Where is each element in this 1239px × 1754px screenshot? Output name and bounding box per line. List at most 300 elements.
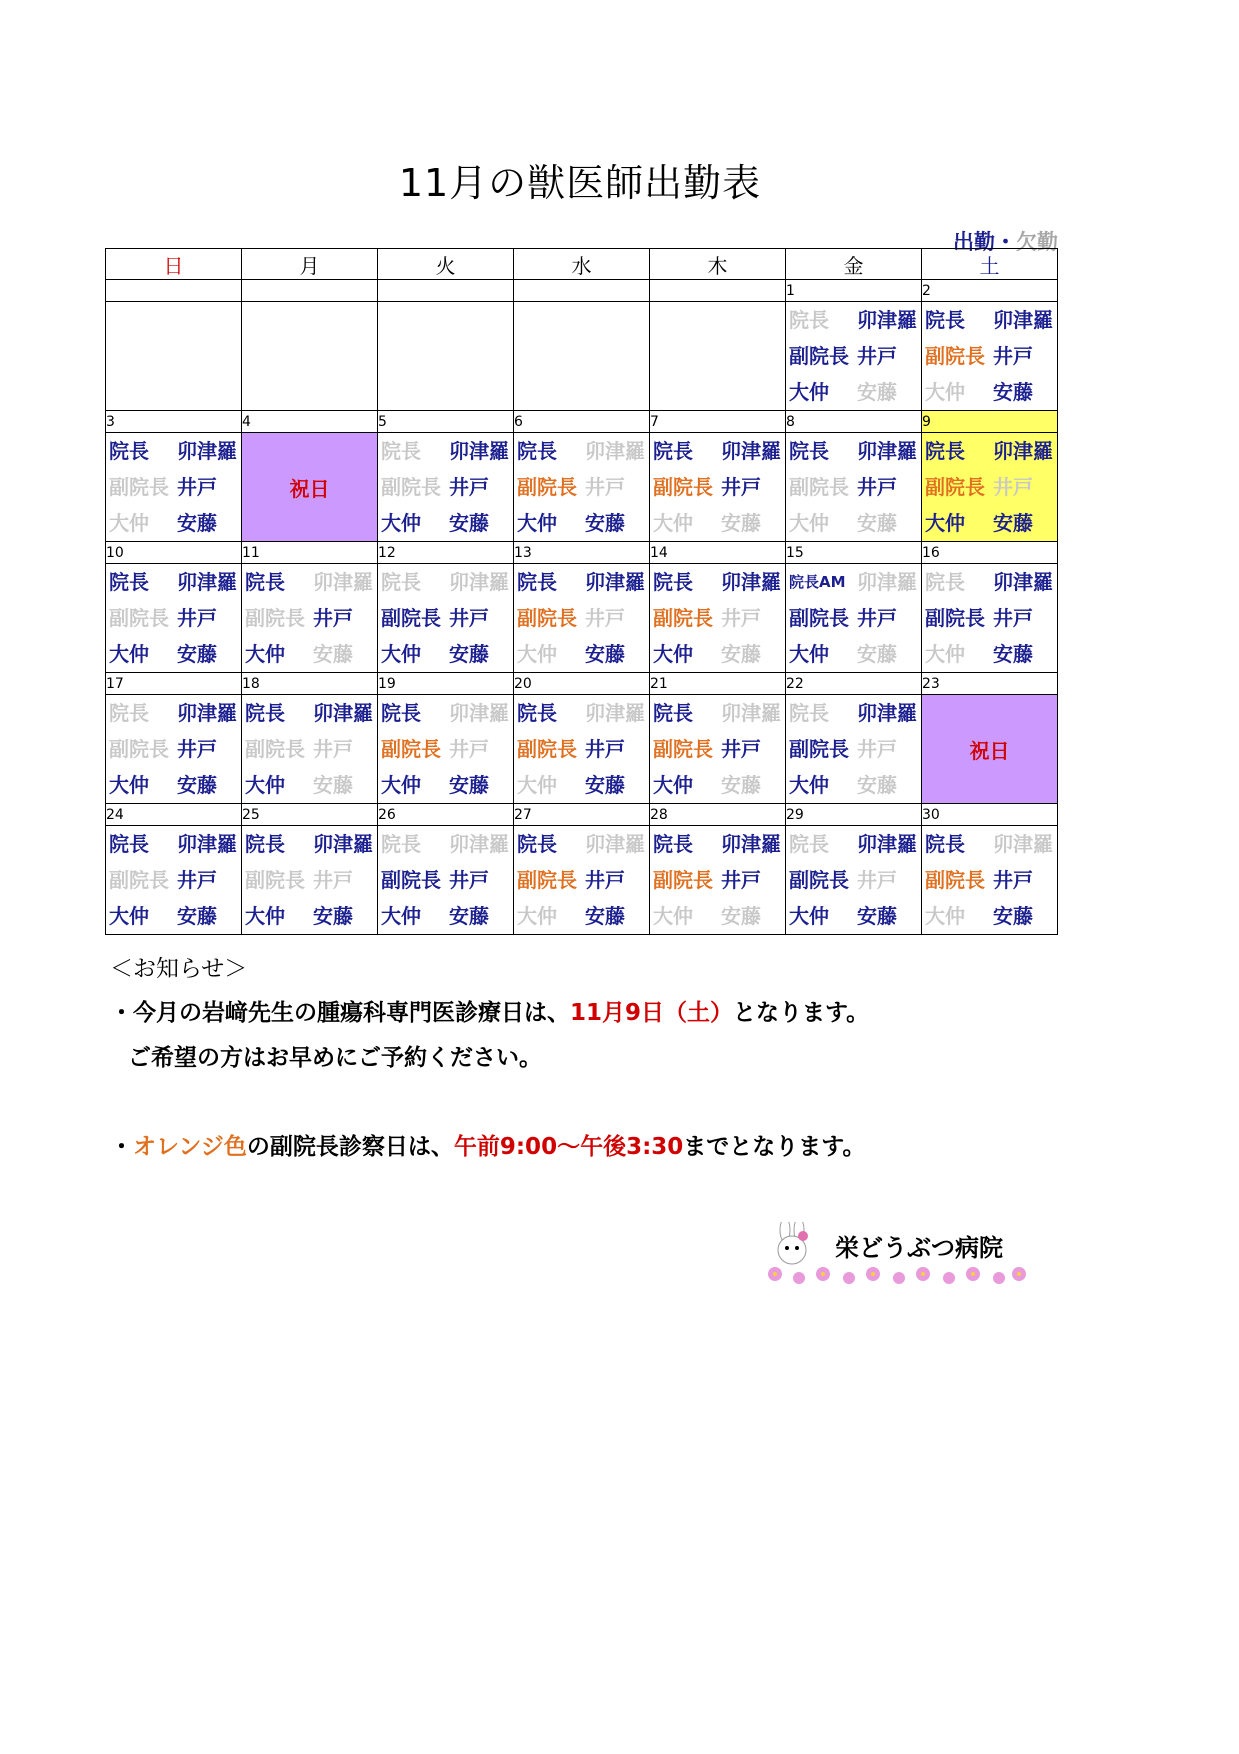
- staff-name: 院長: [925, 308, 965, 332]
- day-cell: [106, 826, 242, 935]
- staff-grid: [786, 302, 921, 410]
- staff-name: 安藤: [177, 642, 217, 666]
- day-number: 28: [650, 804, 786, 826]
- staff-name: 安藤: [585, 642, 625, 666]
- staff-name: 井戸: [857, 868, 897, 892]
- staff-name: 井戸: [585, 606, 625, 630]
- schedule-calendar: [105, 248, 1058, 935]
- day-number: 8: [786, 411, 922, 433]
- staff-name: 安藤: [857, 642, 897, 666]
- staff-name: 大仲: [653, 642, 693, 666]
- day-number: 9: [922, 411, 1058, 433]
- staff-grid: [514, 695, 649, 803]
- staff-grid: [922, 826, 1057, 934]
- weekday-header: 日: [106, 249, 242, 280]
- staff-name: 大仲: [789, 642, 829, 666]
- staff-name: 大仲: [381, 642, 421, 666]
- staff-name: 院長: [381, 832, 421, 856]
- day-number: 4: [242, 411, 378, 433]
- staff-name: 安藤: [585, 511, 625, 535]
- day-number: 7: [650, 411, 786, 433]
- day-cell: [922, 826, 1058, 935]
- staff-name: 卯津羅: [449, 570, 509, 594]
- staff-name: 副院長: [789, 868, 849, 892]
- staff-name: 安藤: [721, 904, 761, 928]
- staff-name: 副院長: [789, 344, 849, 368]
- staff-name: 卯津羅: [993, 832, 1053, 856]
- staff-name: 安藤: [721, 773, 761, 797]
- notice-line-3: [110, 1128, 865, 1161]
- staff-name: 井戸: [313, 737, 353, 761]
- day-number: 15: [786, 542, 922, 564]
- staff-name: 院長: [653, 570, 693, 594]
- staff-grid: [650, 695, 785, 803]
- staff-name: 大仲: [925, 511, 965, 535]
- notice-line-3-text-c: の副院長診察日は、: [246, 1134, 454, 1160]
- staff-name: 卯津羅: [993, 570, 1053, 594]
- staff-grid: [922, 564, 1057, 672]
- staff-name: 副院長: [517, 868, 577, 892]
- staff-name: 安藤: [857, 904, 897, 928]
- staff-name: 卯津羅: [585, 570, 645, 594]
- staff-name: 副院長: [653, 606, 713, 630]
- staff-name: 安藤: [177, 773, 217, 797]
- notice-line-1: [110, 994, 869, 1027]
- staff-name: 副院長: [653, 868, 713, 892]
- staff-name: 大仲: [789, 380, 829, 404]
- staff-name: 大仲: [245, 904, 285, 928]
- staff-grid: [922, 302, 1057, 410]
- staff-name: 大仲: [381, 904, 421, 928]
- staff-name: 副院長: [245, 737, 305, 761]
- staff-name: 大仲: [109, 511, 149, 535]
- day-cell: [378, 433, 514, 542]
- staff-name: 卯津羅: [177, 701, 237, 725]
- staff-name: 院長: [517, 832, 557, 856]
- day-number-row: [106, 804, 1058, 826]
- staff-name: 安藤: [177, 904, 217, 928]
- staff-name: 大仲: [925, 904, 965, 928]
- day-cell: [106, 564, 242, 673]
- staff-name: 井戸: [449, 606, 489, 630]
- weekday-header: 木: [650, 249, 786, 280]
- staff-name: 院長: [789, 308, 829, 332]
- day-number: 24: [106, 804, 242, 826]
- holiday-label: 祝日: [289, 476, 330, 501]
- staff-name: 副院長: [381, 868, 441, 892]
- staff-name: 安藤: [449, 511, 489, 535]
- weekday-header: 水: [514, 249, 650, 280]
- staff-name: 大仲: [517, 642, 557, 666]
- staff-name: 卯津羅: [177, 832, 237, 856]
- staff-name: 大仲: [245, 773, 285, 797]
- staff-name: 卯津羅: [449, 439, 509, 463]
- notice-line-3-bullet: ・: [110, 1134, 133, 1160]
- staff-name: 大仲: [109, 642, 149, 666]
- day-cell: [786, 826, 922, 935]
- staff-name: 副院長: [517, 737, 577, 761]
- staff-name: 院長: [925, 439, 965, 463]
- staff-name: 卯津羅: [313, 570, 373, 594]
- staff-name: 井戸: [857, 606, 897, 630]
- day-number: 18: [242, 673, 378, 695]
- staff-name: 卯津羅: [721, 701, 781, 725]
- staff-name: 安藤: [585, 773, 625, 797]
- day-staff-row: [106, 826, 1058, 935]
- day-cell: [650, 564, 786, 673]
- notice-date: 11月9日（土）: [570, 1000, 734, 1026]
- day-number: [650, 280, 786, 302]
- staff-name: 安藤: [721, 642, 761, 666]
- day-cell: [922, 433, 1058, 542]
- staff-grid: [378, 826, 513, 934]
- staff-name: 井戸: [177, 606, 217, 630]
- day-number-row: [106, 542, 1058, 564]
- staff-name: 大仲: [653, 904, 693, 928]
- staff-name: 井戸: [857, 475, 897, 499]
- staff-grid: [106, 826, 241, 934]
- day-cell: [922, 564, 1058, 673]
- day-staff-row: [106, 695, 1058, 804]
- staff-name: 井戸: [313, 606, 353, 630]
- staff-name: 安藤: [993, 511, 1033, 535]
- staff-name: 大仲: [517, 511, 557, 535]
- staff-name: 院長: [789, 439, 829, 463]
- staff-name: 大仲: [517, 904, 557, 928]
- day-number: 27: [514, 804, 650, 826]
- staff-name: 井戸: [177, 737, 217, 761]
- day-number: 19: [378, 673, 514, 695]
- notice-line-3-text-e: までとなります。: [683, 1134, 866, 1160]
- staff-name: 院長: [653, 439, 693, 463]
- staff-grid: [242, 695, 377, 803]
- staff-name: 大仲: [925, 380, 965, 404]
- staff-name: 井戸: [177, 868, 217, 892]
- staff-name: 井戸: [585, 868, 625, 892]
- staff-name: 院長: [109, 832, 149, 856]
- staff-name: 卯津羅: [721, 439, 781, 463]
- staff-grid: [106, 695, 241, 803]
- notice-line-2: ご希望の方はお早めにご予約ください。: [128, 1045, 542, 1071]
- day-number: 12: [378, 542, 514, 564]
- day-cell: [106, 695, 242, 804]
- staff-grid: [106, 433, 241, 541]
- weekday-header: 火: [378, 249, 514, 280]
- staff-name: 井戸: [449, 737, 489, 761]
- staff-name: 井戸: [449, 475, 489, 499]
- day-number: [242, 280, 378, 302]
- staff-name: 安藤: [993, 642, 1033, 666]
- staff-grid: [378, 695, 513, 803]
- staff-name: 副院長: [925, 868, 985, 892]
- weekday-header-row: [106, 249, 1058, 280]
- staff-grid: [378, 433, 513, 541]
- staff-grid: [786, 826, 921, 934]
- staff-name: 井戸: [993, 606, 1033, 630]
- day-cell: [514, 433, 650, 542]
- staff-name: 院長: [109, 439, 149, 463]
- day-cell: [242, 302, 378, 411]
- staff-name: 副院長: [925, 344, 985, 368]
- staff-name: 副院長: [245, 606, 305, 630]
- staff-name: 井戸: [857, 344, 897, 368]
- notice-orange-word: オレンジ色: [133, 1134, 247, 1160]
- day-cell: [514, 302, 650, 411]
- day-number: 25: [242, 804, 378, 826]
- staff-name: 副院長: [381, 475, 441, 499]
- staff-grid: [786, 564, 921, 672]
- staff-name: 安藤: [449, 773, 489, 797]
- staff-name: 卯津羅: [857, 701, 917, 725]
- day-number-row: [106, 280, 1058, 302]
- staff-name: 大仲: [653, 773, 693, 797]
- day-cell: [922, 302, 1058, 411]
- staff-name: 安藤: [449, 904, 489, 928]
- day-number: 20: [514, 673, 650, 695]
- staff-name: 安藤: [857, 773, 897, 797]
- day-number: 17: [106, 673, 242, 695]
- day-number: 6: [514, 411, 650, 433]
- weekday-header: 月: [242, 249, 378, 280]
- staff-name: 井戸: [313, 868, 353, 892]
- staff-name: 安藤: [313, 642, 353, 666]
- staff-name: 卯津羅: [993, 308, 1053, 332]
- staff-name: 大仲: [789, 773, 829, 797]
- page-title: 11月の獣医師出勤表: [398, 161, 762, 205]
- day-cell: [106, 433, 242, 542]
- staff-name: 院長: [653, 832, 693, 856]
- staff-grid: [106, 564, 241, 672]
- day-number: 23: [922, 673, 1058, 695]
- staff-name: 井戸: [993, 868, 1033, 892]
- staff-grid: [514, 564, 649, 672]
- staff-grid: [650, 564, 785, 672]
- staff-name: 院長: [517, 439, 557, 463]
- staff-name: 院長: [109, 570, 149, 594]
- day-cell: [242, 695, 378, 804]
- staff-name: 井戸: [857, 737, 897, 761]
- staff-name: 井戸: [993, 344, 1033, 368]
- staff-grid: [786, 695, 921, 803]
- staff-name: 安藤: [721, 511, 761, 535]
- day-number-row: [106, 673, 1058, 695]
- staff-name: 卯津羅: [313, 832, 373, 856]
- staff-name: 院長: [381, 701, 421, 725]
- staff-name: 卯津羅: [177, 570, 237, 594]
- staff-name: 院長: [245, 570, 285, 594]
- day-cell: [786, 302, 922, 411]
- staff-name: 卯津羅: [857, 439, 917, 463]
- staff-name: 院長: [653, 701, 693, 725]
- staff-name: 副院長: [381, 606, 441, 630]
- holiday-cell: [242, 433, 378, 542]
- staff-name: 井戸: [177, 475, 217, 499]
- staff-name: 副院長: [517, 606, 577, 630]
- staff-name: 卯津羅: [721, 570, 781, 594]
- day-number: [106, 280, 242, 302]
- staff-name: 安藤: [585, 904, 625, 928]
- staff-name: 副院長: [109, 737, 169, 761]
- day-cell: [786, 695, 922, 804]
- staff-name: 副院長: [245, 868, 305, 892]
- day-number-row: [106, 411, 1058, 433]
- staff-name: 井戸: [449, 868, 489, 892]
- weekday-header: 金: [786, 249, 922, 280]
- staff-name: 副院長: [653, 737, 713, 761]
- day-number: 16: [922, 542, 1058, 564]
- notice-heading: ＜お知らせ＞: [110, 956, 248, 982]
- staff-name: 大仲: [245, 642, 285, 666]
- day-staff-row: [106, 302, 1058, 411]
- staff-name: 卯津羅: [177, 439, 237, 463]
- staff-name: 大仲: [653, 511, 693, 535]
- day-number: 26: [378, 804, 514, 826]
- staff-name: 院長: [381, 439, 421, 463]
- staff-name: 院長: [925, 832, 965, 856]
- day-number: 30: [922, 804, 1058, 826]
- day-number: 2: [922, 280, 1058, 302]
- staff-name: 大仲: [789, 511, 829, 535]
- staff-name: 卯津羅: [449, 701, 509, 725]
- staff-name: 副院長: [109, 606, 169, 630]
- day-cell: [106, 302, 242, 411]
- staff-name: 安藤: [857, 380, 897, 404]
- day-number: 29: [786, 804, 922, 826]
- day-cell: [786, 433, 922, 542]
- staff-grid: [514, 433, 649, 541]
- staff-grid: [650, 433, 785, 541]
- staff-name: 院長: [381, 570, 421, 594]
- staff-name: 院長: [245, 832, 285, 856]
- staff-name: 大仲: [109, 773, 149, 797]
- legend-separator: ・: [995, 230, 1016, 254]
- clinic-name: 栄どうぶつ病院: [835, 1234, 1003, 1262]
- day-cell: [242, 564, 378, 673]
- staff-name: 卯津羅: [993, 439, 1053, 463]
- staff-name: 院長: [109, 701, 149, 725]
- weekday-header: 土: [922, 249, 1058, 280]
- day-number: [378, 280, 514, 302]
- day-staff-row: [106, 564, 1058, 673]
- staff-name: 副院長: [381, 737, 441, 761]
- day-cell: [378, 695, 514, 804]
- day-number: 22: [786, 673, 922, 695]
- staff-name: 井戸: [721, 737, 761, 761]
- legend-present: 出勤: [953, 230, 995, 254]
- notice-line-1-text-c: となります。: [733, 1000, 870, 1026]
- staff-grid: [242, 826, 377, 934]
- day-number: 11: [242, 542, 378, 564]
- staff-name: 井戸: [721, 606, 761, 630]
- staff-grid: [514, 826, 649, 934]
- day-number: 14: [650, 542, 786, 564]
- day-number: 5: [378, 411, 514, 433]
- staff-name: 院長: [517, 570, 557, 594]
- staff-name: 大仲: [789, 904, 829, 928]
- holiday-label: 祝日: [969, 738, 1010, 763]
- day-number: 1: [786, 280, 922, 302]
- staff-grid: [786, 433, 921, 541]
- staff-name: 安藤: [313, 773, 353, 797]
- staff-name: 大仲: [109, 904, 149, 928]
- day-cell: [650, 826, 786, 935]
- staff-name: 副院長: [925, 475, 985, 499]
- staff-name: 卯津羅: [585, 439, 645, 463]
- staff-name: 副院長: [653, 475, 713, 499]
- day-cell: [786, 564, 922, 673]
- staff-name: 院長: [245, 701, 285, 725]
- staff-name: 副院長: [789, 606, 849, 630]
- staff-name: 井戸: [585, 737, 625, 761]
- staff-grid: [378, 564, 513, 672]
- day-cell: [650, 302, 786, 411]
- staff-name: 井戸: [721, 475, 761, 499]
- staff-name: 卯津羅: [857, 308, 917, 332]
- legend-absent: 欠勤: [1016, 230, 1058, 254]
- staff-name: 院長AM: [789, 573, 846, 591]
- staff-grid: [242, 564, 377, 672]
- staff-name: 卯津羅: [857, 832, 917, 856]
- staff-name: 安藤: [993, 904, 1033, 928]
- staff-name: 大仲: [381, 773, 421, 797]
- holiday-cell: [922, 695, 1058, 804]
- notice-line-1-text-a: ・今月の岩﨑先生の腫瘍科専門医診療日は、: [110, 1000, 570, 1026]
- staff-name: 院長: [789, 701, 829, 725]
- staff-name: 副院長: [109, 475, 169, 499]
- notice-hours: 午前9:00～午後3:30: [453, 1134, 684, 1160]
- staff-name: 卯津羅: [449, 832, 509, 856]
- staff-name: 院長: [925, 570, 965, 594]
- day-number: 21: [650, 673, 786, 695]
- staff-name: 卯津羅: [721, 832, 781, 856]
- day-cell: [650, 695, 786, 804]
- staff-name: 安藤: [313, 904, 353, 928]
- day-number: 13: [514, 542, 650, 564]
- day-cell: [378, 826, 514, 935]
- day-cell: [242, 826, 378, 935]
- staff-name: 井戸: [721, 868, 761, 892]
- staff-name: 副院長: [925, 606, 985, 630]
- staff-name: 井戸: [993, 475, 1033, 499]
- staff-name: 卯津羅: [313, 701, 373, 725]
- staff-name: 大仲: [381, 511, 421, 535]
- staff-grid: [922, 433, 1057, 541]
- staff-name: 副院長: [789, 475, 849, 499]
- staff-name: 副院長: [109, 868, 169, 892]
- staff-name: 院長: [517, 701, 557, 725]
- staff-name: 井戸: [585, 475, 625, 499]
- day-staff-row: [106, 433, 1058, 542]
- day-cell: [514, 695, 650, 804]
- day-cell: [514, 826, 650, 935]
- staff-name: 卯津羅: [585, 832, 645, 856]
- staff-name: 安藤: [449, 642, 489, 666]
- day-number: [514, 280, 650, 302]
- staff-name: 副院長: [517, 475, 577, 499]
- day-number: 10: [106, 542, 242, 564]
- day-cell: [378, 302, 514, 411]
- staff-name: 院長: [789, 832, 829, 856]
- day-cell: [514, 564, 650, 673]
- day-number: 3: [106, 411, 242, 433]
- staff-grid: [650, 826, 785, 934]
- staff-name: 卯津羅: [585, 701, 645, 725]
- day-cell: [650, 433, 786, 542]
- staff-name: 安藤: [177, 511, 217, 535]
- staff-name: 安藤: [857, 511, 897, 535]
- staff-name: 卯津羅: [857, 570, 917, 594]
- staff-name: 安藤: [993, 380, 1033, 404]
